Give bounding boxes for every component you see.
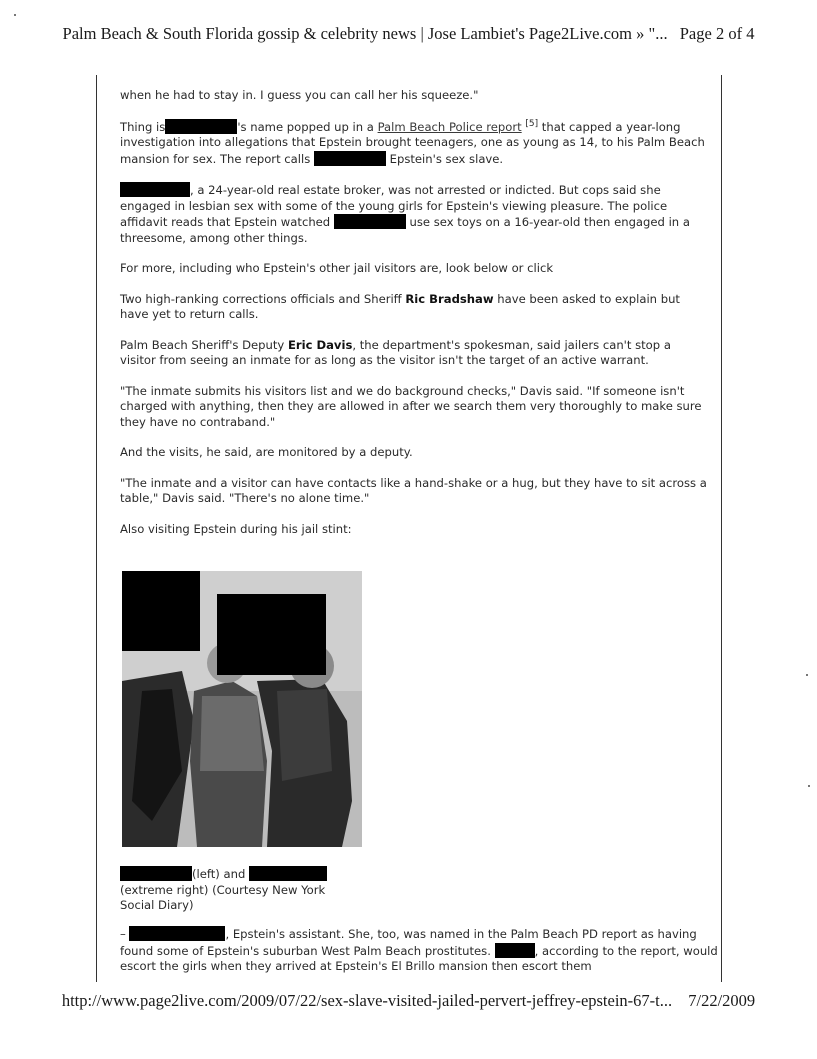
scan-speck bbox=[14, 14, 16, 16]
redaction-box bbox=[217, 594, 326, 675]
print-header bbox=[0, 24, 817, 44]
scan-speck bbox=[808, 785, 810, 787]
right-column-border bbox=[721, 75, 722, 982]
bold-name: Ric Bradshaw bbox=[405, 291, 494, 306]
police-report-link[interactable]: Palm Beach Police report bbox=[377, 119, 522, 134]
photo-image bbox=[122, 571, 362, 847]
photo-caption: (left) and (extreme right) (Courtesy New York Social Diary) bbox=[120, 867, 326, 912]
paragraph: And the visits, he said, are monitored by a deputy. bbox=[120, 445, 413, 459]
footnote-ref: [5] bbox=[525, 118, 539, 129]
paragraph: , a 24-year-old real estate broker, was not arrested or indicted. But cops said she engaged in lesbian sex with some of the young girls for Epstein's viewing pleasure. The police affidavit reads that Epstein watched use sex toys on a 16-year-old then engaged in a threesome, among other things. bbox=[120, 183, 690, 245]
redaction-box bbox=[314, 151, 386, 166]
article-body bbox=[120, 88, 710, 552]
paragraph: Also visiting Epstein during his jail stint: bbox=[120, 521, 352, 536]
redaction-box bbox=[334, 214, 406, 229]
redaction-box bbox=[495, 943, 535, 958]
paragraph: Two high-ranking corrections officials and Sheriff Ric Bradshaw have been asked to explain but have yet to return calls. bbox=[120, 291, 680, 321]
page-number: Page 2 of 4 bbox=[679, 24, 755, 43]
paragraph: Palm Beach Sheriff's Deputy Eric Davis, the department's spokesman, said jailers can't stop a visitor from seeing an inmate for as long as the visitor isn't the target of an active warrant. bbox=[120, 337, 671, 367]
paragraph: For more, including who Epstein's other jail visitors are, look below or click bbox=[120, 261, 554, 275]
page-title: Palm Beach & South Florida gossip & celebrity news | Jose Lambiet's Page2Live.com » "... bbox=[62, 24, 668, 43]
paragraph: "The inmate submits his visitors list and we do background checks," Davis said. "If someone isn't charged with anything, then they are allowed in after we search them very thoroughly to make sure they have no contraband." bbox=[120, 383, 702, 429]
print-date: 7/22/2009 bbox=[688, 991, 756, 1010]
redaction-box bbox=[249, 866, 327, 881]
print-footer bbox=[0, 991, 817, 1011]
visitors-photo bbox=[122, 571, 362, 847]
redaction-box bbox=[122, 571, 200, 651]
paragraph: Thing is 's name popped up in a Palm Beach Police report [5] that capped a year-long investigation into allegations that Epstein brought teenagers, one as young as 14, to his Palm Beach mansion for sex. The report calls Epstein's sex slave. bbox=[120, 118, 705, 166]
redaction-box bbox=[120, 866, 192, 881]
scan-speck bbox=[806, 674, 808, 676]
redaction-box bbox=[129, 926, 225, 941]
left-column-border bbox=[96, 75, 97, 982]
page-url: http://www.page2live.com/2009/07/22/sex-slave-visited-jailed-pervert-jeffrey-epstein-67-t... bbox=[61, 991, 673, 1010]
paragraph: – , Epstein's assistant. She, too, was named in the Palm Beach PD report as having found some of Epstein's suburban West Palm Beach prostitutes. , according to the report, would escort the girls when they arrived at Epstein's El Brillo mansion then escort them bbox=[120, 927, 718, 973]
paragraph: "The inmate and a visitor can have contacts like a hand-shake or a hug, but they have to sit across a table," Davis said. "There's no alone time." bbox=[120, 475, 707, 505]
bold-name: Eric Davis bbox=[287, 337, 353, 352]
paragraph: when he had to stay in. I guess you can call her his squeeze." bbox=[120, 88, 479, 102]
redaction-box bbox=[165, 119, 237, 134]
redaction-box bbox=[120, 182, 190, 197]
